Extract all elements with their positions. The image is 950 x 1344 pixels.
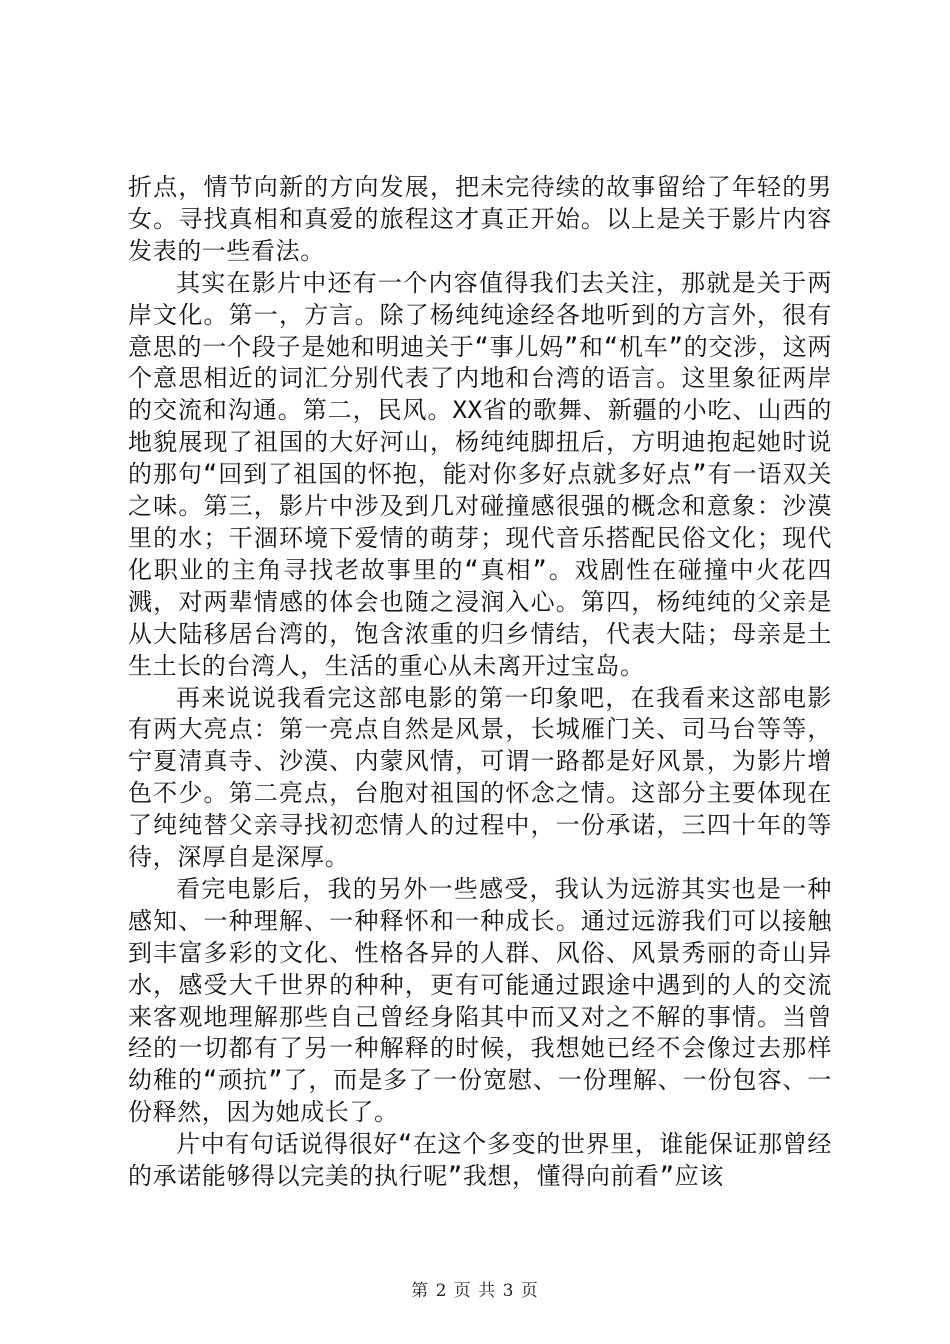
paragraph: 再来说说我看完这部电影的第一印象吧，在我看来这部电影有两大亮点：第一亮点自然是风景，长城雁门关、司马台等等，宁夏清真寺、沙漠、内蒙风情，可谓一路都是好风景，为影片增色不少。第二亮点，台胞对祖国的怀念之情。这部分主要体现在了纯纯替父亲寻找初恋情人的过程中，一份承诺，三四十年的等待，深厚自是深厚。 [128, 683, 832, 872]
page-number-footer: 第 2 页 共 3 页 [411, 1281, 539, 1301]
paragraph: 折点，情节向新的方向发展，把未完待续的故事留给了年轻的男女。寻找真相和真爱的旅程这才真正开始。以上是关于影片内容发表的一些看法。 [128, 173, 832, 265]
paragraph: 看完电影后，我的另外一些感受，我认为远游其实也是一种感知、一种理解、一种释怀和一种成长。通过远游我们可以接触到丰富多彩的文化、性格各异的人群、风俗、风景秀丽的奇山异水，感受大千世界的种种，更有可能通过跟途中遇到的人的交流来客观地理解那些自己曾经身陷其中而又对之不解的事情。当曾经的一切都有了另一种解释的时候，我想她已经不会像过去那样幼稚的“顽抗”了，而是多了一份宽慰、一份理解、一份包容、一份释然，因为她成长了。 [128, 874, 832, 1127]
document-body [128, 172, 832, 1193]
paragraph: 其实在影片中还有一个内容值得我们去关注，那就是关于两岸文化。第一，方言。除了杨纯纯途经各地听到的方言外，很有意思的一个段子是她和明迪关于“事儿妈”和“机车”的交涉，这两个意思相近的词汇分别代表了内地和台湾的语言。这里象征两岸的交流和沟通。第二，民风。XX省的歌舞、新疆的小吃、山西的地貌展现了祖国的大好河山，杨纯纯脚扭后，方明迪抱起她时说的那句“回到了祖国的怀抱，能对你多好点就多好点”有一语双关之味。第三，影片中涉及到几对碰撞感很强的概念和意象：沙漠里的水；干涸环境下爱情的萌芽；现代音乐搭配民俗文化；现代化职业的主角寻找老故事里的“真相”。戏剧性在碰撞中火花四溅，对两辈情感的体会也随之浸润入心。第四，杨纯纯的父亲是从大陆移居台湾的，饱含浓重的归乡情结，代表大陆；母亲是土生土长的台湾人，生活的重心从未离开过宝岛。 [128, 268, 832, 680]
paragraph: 片中有句话说得很好“在这个多变的世界里，谁能保证那曾经的承诺能够得以完美的执行呢”我想，懂得向前看”应该 [128, 1130, 832, 1191]
